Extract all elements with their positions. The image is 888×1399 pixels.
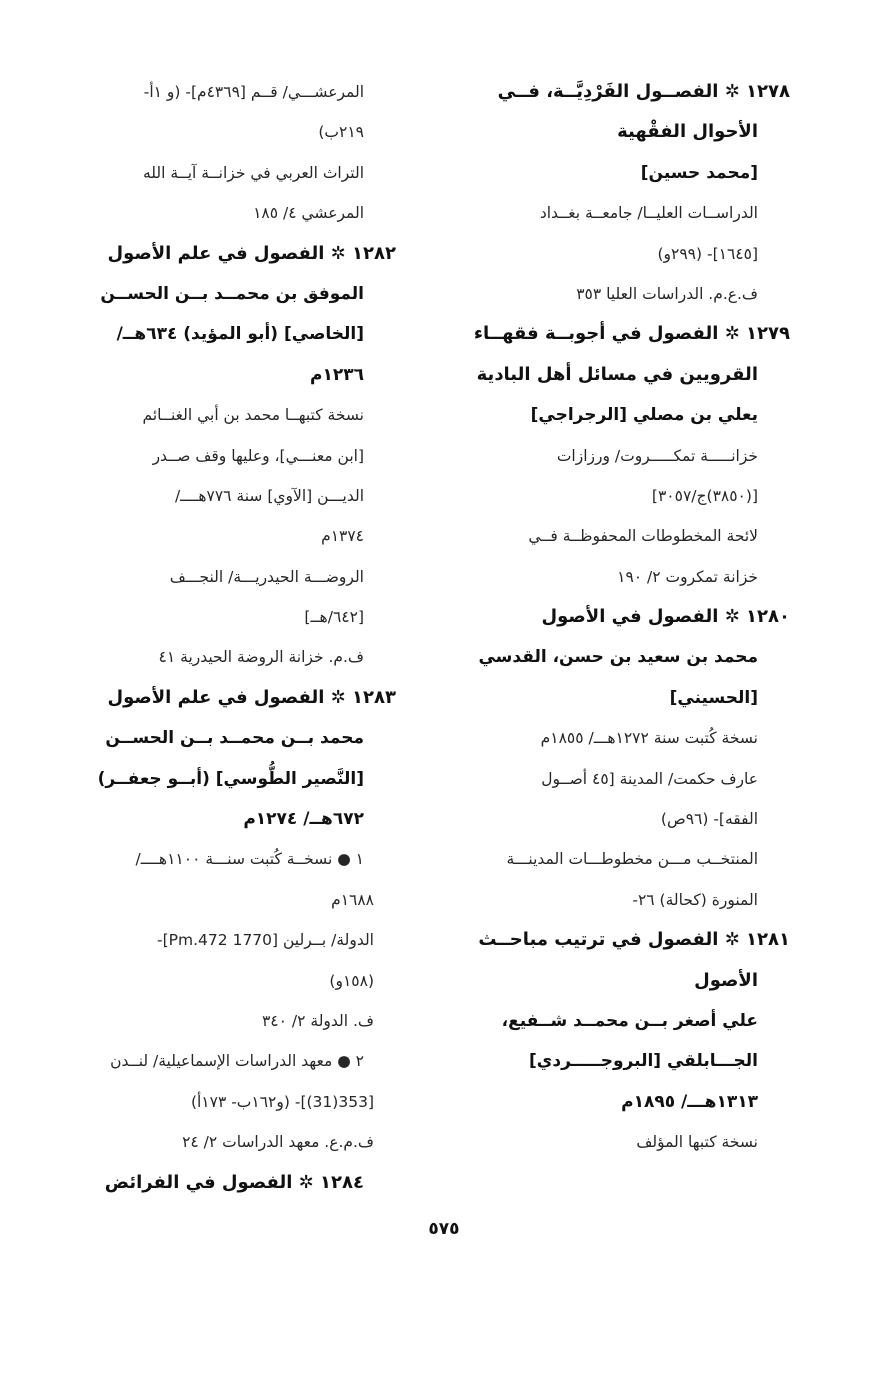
left-text-line: [353(31)]- (و١٦٢ب- ١٧٣أ) — [190, 1092, 374, 1111]
left-text-line: [ابن معنـــي]، وعليها وقف صــدر — [152, 446, 364, 465]
right-author-line: ١٣١٣هـــ/ ١٨٩٥م — [621, 1091, 758, 1112]
right-text-line: خزانـــــة تمكـــــروت/ ورزازات — [556, 446, 758, 465]
left-author-line: [النَّصير الطُّوسي] (أبــو جعفــر) — [97, 768, 364, 789]
right-text-line: المنتخــب مـــن مخطوطـــات المدينـــة — [506, 850, 758, 869]
left-text-line: المرعشـــي/ قــم [٤٣٦٩م]- (و ١أ- — [143, 83, 364, 101]
right-author-line: محمد بن سعيد بن حسن، القدسي — [478, 647, 758, 668]
right-text-line: نسخة كُتبت سنة ١٢٧٢هـــ/ ١٨٥٥م — [540, 729, 758, 748]
right-text-line: الدراســات العليــا/ جامعــة بغــداد — [539, 204, 758, 223]
left-author-line: ٦٧٢هــ/ ١٢٧٤م — [243, 809, 364, 830]
left-entry-title: ١٢٨٤ ✲ الفصول في الفرائض — [104, 1171, 364, 1193]
left-text-line: ١٦٨٨م — [331, 890, 374, 909]
left-text-line: الديـــن [الآوي] سنة ٧٧٦هــــ/ — [174, 486, 364, 505]
right-text-line: لائحة المخطوطات المحفوظــة فــي — [528, 527, 758, 546]
right-entry-title: الأصول — [694, 969, 758, 991]
left-text-line: ف. الدولة ٢/ ٣٤٠ — [261, 1011, 374, 1030]
left-text-line: المرعشي ٤/ ١٨٥ — [253, 204, 364, 223]
left-text-line: التراث العربي في خزانــة آيــة الله — [142, 163, 364, 182]
right-column — [445, 72, 790, 1163]
left-entry-title: ١٢٨٢ ✲ الفصول في علم الأصول — [107, 242, 396, 264]
right-author-line: علي أصغر بــن محمــد شــفيع، — [501, 1010, 758, 1031]
right-text-line: خزانة تمكروت ٢/ ١٩٠ — [617, 567, 758, 586]
left-author-line: محمد بــن محمــد بــن الحســن — [105, 728, 364, 749]
left-text-line: الروضـــة الحيدريـــة/ النجـــف — [169, 567, 364, 586]
right-text-line: [(٣٨٥٠)ج/٣٠٥٧] — [651, 486, 758, 505]
left-text-line: ف.م.ع. معهد الدراسات ٢/ ٢٤ — [182, 1133, 374, 1152]
right-text-line: المنورة (كحالة) ٢٦- — [632, 890, 758, 909]
left-text-line: ٢١٩ب) — [318, 123, 364, 142]
right-text-line: الفقه]- (٩٦ص) — [660, 810, 758, 829]
left-column — [51, 72, 396, 1203]
right-author-line: [محمد حسين] — [640, 162, 758, 183]
right-entry-title: ١٢٧٩ ✲ الفصول في أجوبــة فقهــاء — [473, 323, 790, 345]
right-author-line: الجـــابلقي [البروجـــــردي] — [529, 1051, 758, 1072]
left-text-line: ١٣٧٤م — [321, 527, 364, 546]
left-author-line: ١٢٣٦م — [310, 364, 364, 385]
right-entry-title: ١٢٨٠ ✲ الفصول في الأصول — [541, 606, 790, 628]
page-number: ٥٧٥ — [428, 1219, 460, 1239]
right-entry-title: ١٢٨١ ✲ الفصول في ترتيب مباحــث — [478, 929, 790, 951]
right-author-line: [الحسيني] — [669, 687, 758, 708]
right-entry-title: ١٢٧٨ ✲ الفصــول الفَرْدِيَّــة، فــي — [497, 81, 790, 102]
left-text-line: ف.م. خزانة الروضة الحيدرية ٤١ — [158, 648, 364, 667]
right-entry-title: القرويين في مسائل أهل البادية — [476, 363, 758, 385]
right-author-line: يعلي بن مصلي [الرجراجي] — [530, 405, 758, 426]
left-text-line: الدولة/ بــرلين [1770 Pm.472]- — [157, 931, 374, 950]
left-text-line: نسخة كتبهــا محمد بن أبي الغنــائم — [142, 406, 364, 425]
right-text-line: عارف حكمت/ المدينة [٤٥ أصــول — [541, 769, 758, 788]
left-text-line: ١ ● نسخــة كُتبت سنـــة ١١٠٠هــــ/ — [135, 850, 364, 869]
right-text-line: ف.ع.م. الدراسات العليا ٣٥٣ — [576, 284, 758, 303]
left-author-line: الموفق بن محمــد بــن الحســن — [100, 283, 364, 304]
right-entry-title: الأحوال الفقْهية — [617, 121, 758, 143]
right-text-line: نسخة كتبها المؤلف — [636, 1133, 758, 1152]
left-text-line: ٢ ● معهد الدراسات الإسماعيلية/ لنــدن — [110, 1052, 364, 1071]
left-author-line: [الخاصي] (أبو المؤيد) ٦٣٤هــ/ — [116, 324, 364, 345]
right-text-line: [١٦٤٥]- (٢٩٩و) — [657, 244, 758, 263]
left-text-line: (١٥٨و) — [329, 971, 374, 990]
left-text-line: [٦٤٢/هــ] — [304, 608, 364, 627]
left-entry-title: ١٢٨٣ ✲ الفصول في علم الأصول — [107, 686, 396, 708]
